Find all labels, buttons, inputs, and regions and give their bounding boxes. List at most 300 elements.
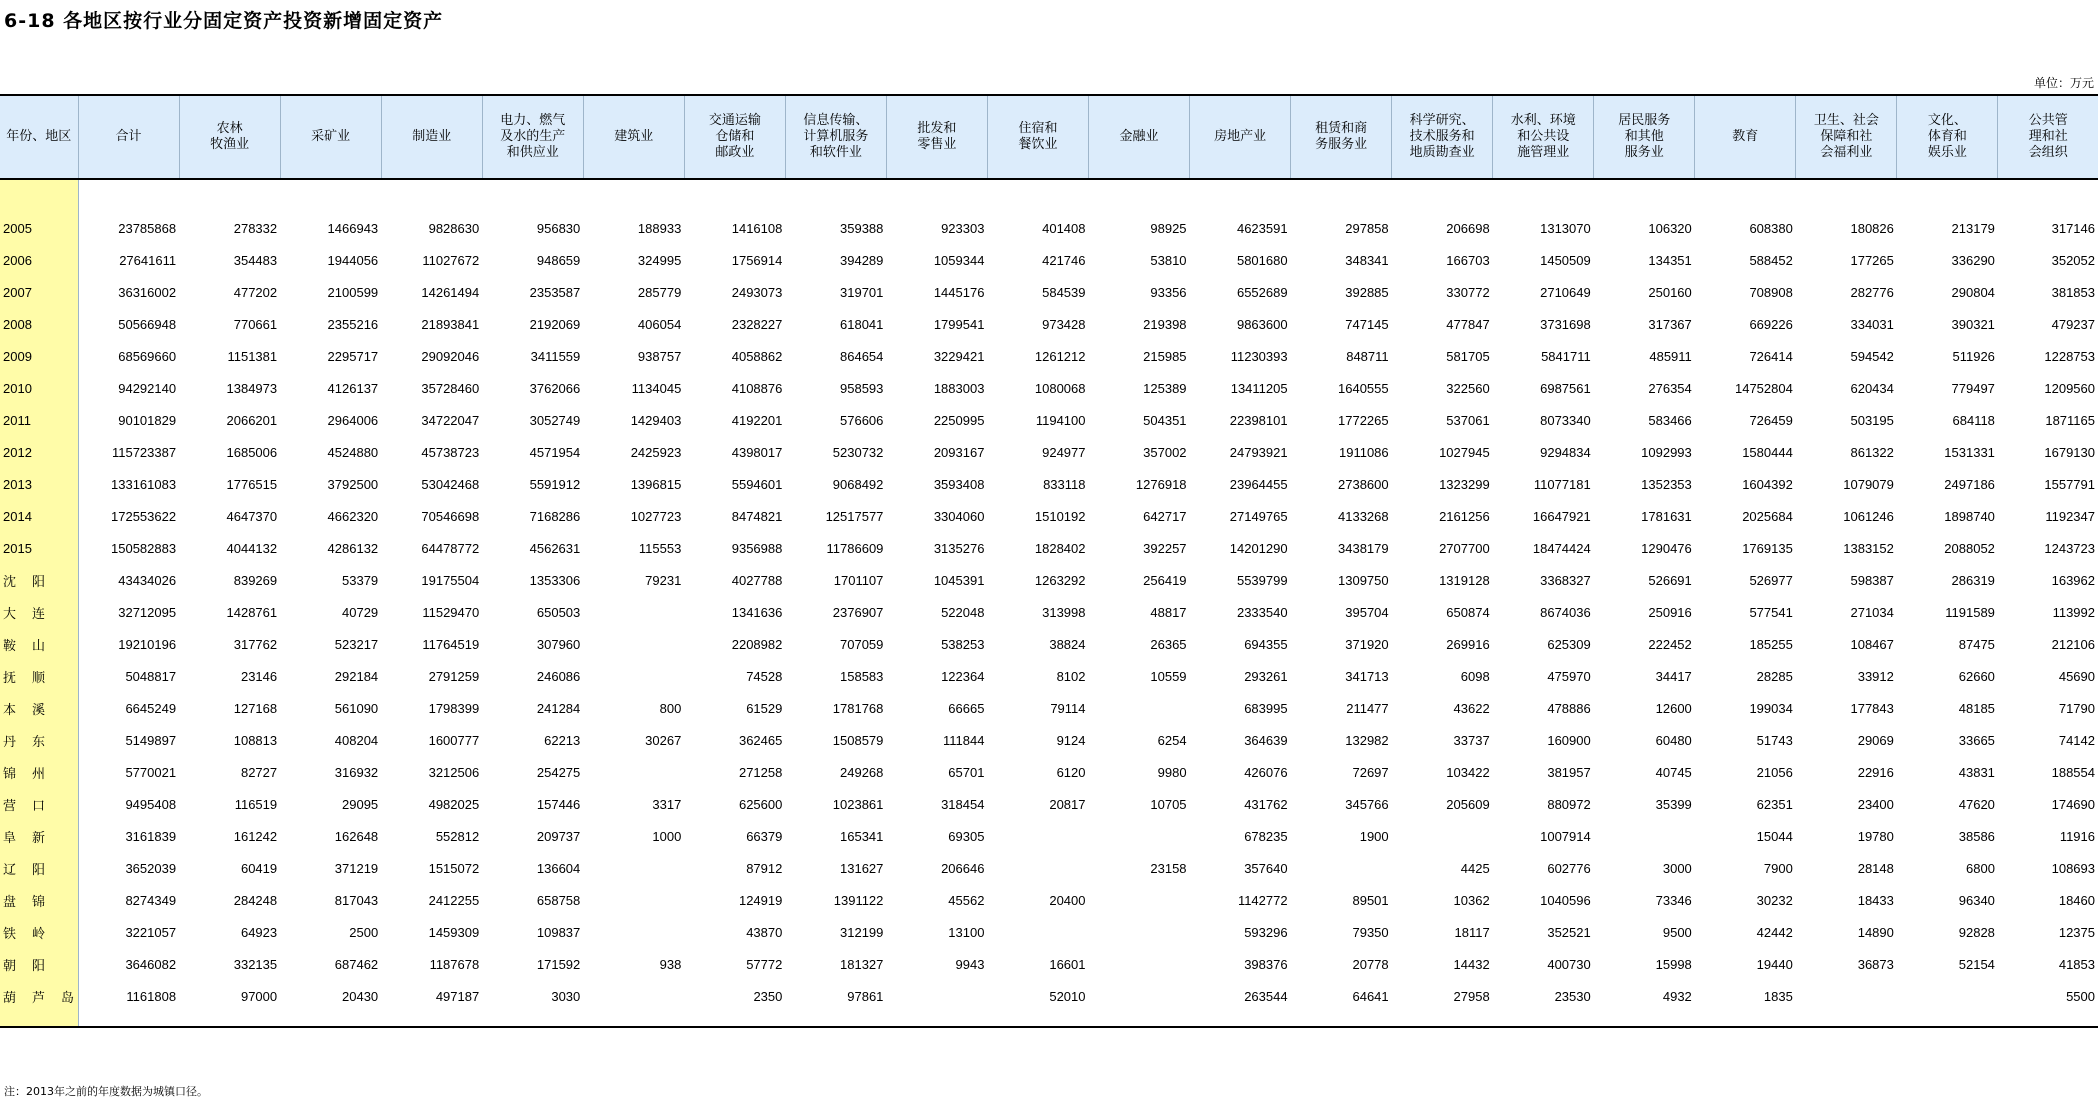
table-cell: 285779	[637, 284, 682, 300]
spacer-cell	[1897, 179, 1998, 212]
table-cell: 1079079	[1843, 476, 1894, 492]
table-row	[0, 340, 2098, 372]
spacer-cell	[583, 179, 684, 212]
table-cell: 1600777	[428, 732, 480, 748]
table-cell: 324995	[637, 252, 682, 268]
table-cell: 618041	[840, 316, 884, 332]
table-cell: 18460	[2058, 892, 2095, 908]
table-cell: 41853	[2058, 956, 2095, 972]
table-cell: 312199	[840, 924, 884, 940]
spacer-cell	[0, 179, 78, 212]
table-cell	[583, 916, 684, 948]
table-cell: 394289	[840, 252, 884, 268]
table-cell: 398376	[1244, 956, 1288, 972]
table-cell: 98925	[1150, 220, 1187, 236]
table-row	[0, 916, 2098, 948]
row-label: 丹东	[0, 724, 78, 756]
table-cell: 317367	[1648, 316, 1692, 332]
table-cell: 60419	[240, 860, 278, 876]
table-cell: 2208982	[731, 636, 783, 652]
table-cell: 1263292	[1034, 572, 1086, 588]
table-cell: 1679130	[2044, 444, 2095, 460]
table-cell: 3762066	[529, 380, 581, 396]
spacer-cell	[179, 179, 280, 212]
table-cell: 707059	[840, 636, 884, 652]
table-cell: 2493073	[731, 284, 783, 300]
table-cell	[1796, 980, 1897, 1012]
column-header-region: 年份、地区	[0, 95, 78, 179]
row-label: 2015	[0, 532, 78, 564]
table-cell: 770661	[233, 316, 278, 332]
table-cell: 122364	[941, 668, 985, 684]
table-cell: 381853	[2051, 284, 2095, 300]
table-cell	[583, 884, 684, 916]
table-row	[0, 788, 2098, 820]
table-cell: 12375	[2058, 924, 2095, 940]
table-cell: 561090	[334, 700, 379, 716]
table-body	[0, 179, 2098, 1027]
row-label: 阜新	[0, 820, 78, 852]
table-cell: 38586	[1958, 828, 1995, 844]
table-cell: 923303	[941, 220, 985, 236]
column-header: 教育	[1695, 95, 1796, 179]
table-cell: 1061246	[1843, 508, 1894, 524]
table-cell: 401408	[1042, 220, 1086, 236]
table-cell: 598387	[1850, 572, 1894, 588]
table-cell: 3221057	[125, 924, 177, 940]
table-cell: 71790	[2058, 700, 2095, 716]
table-cell: 36873	[1857, 956, 1894, 972]
table-row	[0, 372, 2098, 404]
table-cell: 27958	[1453, 988, 1490, 1004]
row-label: 2012	[0, 436, 78, 468]
table-cell: 1510192	[1034, 508, 1086, 524]
column-header: 卫生、社会 保障和社 会福利业	[1796, 95, 1897, 179]
table-cell: 293261	[1244, 668, 1288, 684]
table-cell	[886, 980, 987, 1012]
table-cell: 5230732	[832, 444, 884, 460]
spacer-row	[0, 179, 2098, 212]
table-cell: 4133268	[1338, 508, 1389, 524]
table-cell: 956830	[536, 220, 581, 236]
table-cell: 290804	[1951, 284, 1995, 300]
table-cell	[987, 820, 1088, 852]
table-cell: 669226	[1749, 316, 1793, 332]
table-cell	[583, 852, 684, 884]
spacer-cell	[684, 179, 785, 212]
table-cell: 421746	[1042, 252, 1086, 268]
table-cell: 19175504	[421, 572, 480, 588]
table-cell: 9495408	[125, 796, 177, 812]
table-cell: 478886	[1547, 700, 1591, 716]
table-cell	[1089, 692, 1190, 724]
table-cell: 249268	[840, 764, 884, 780]
table-cell: 52154	[1958, 956, 1995, 972]
row-label: 锦州	[0, 756, 78, 788]
table-cell: 3052749	[529, 412, 581, 428]
table-cell: 4044132	[226, 540, 278, 556]
spacer-cell	[785, 179, 886, 212]
table-cell: 526691	[1648, 572, 1692, 588]
table-cell: 6552689	[1236, 284, 1288, 300]
table-cell: 2088052	[1944, 540, 1995, 556]
table-cell: 256419	[1143, 572, 1187, 588]
table-cell: 30232	[1756, 892, 1793, 908]
table-cell: 19780	[1857, 828, 1894, 844]
table-cell: 650503	[536, 604, 581, 620]
table-cell: 1045391	[933, 572, 985, 588]
table-cell: 800	[659, 700, 682, 716]
table-cell: 33737	[1453, 732, 1490, 748]
unit-label: 单位：万元	[2033, 76, 2094, 90]
table-cell: 286319	[1951, 572, 1995, 588]
spacer-cell	[1998, 179, 2098, 212]
table-cell: 8274349	[125, 892, 177, 908]
table-cell: 6987561	[1540, 380, 1591, 396]
table-cell: 1756914	[731, 252, 783, 268]
table-cell: 43434026	[118, 572, 177, 588]
table-cell: 678235	[1244, 828, 1288, 844]
table-cell: 522048	[941, 604, 985, 620]
table-cell: 395704	[1345, 604, 1389, 620]
spacer-cell	[886, 179, 987, 212]
table-cell: 8102	[1056, 668, 1086, 684]
table-cell: 60480	[1655, 732, 1692, 748]
table-cell: 400730	[1547, 956, 1591, 972]
row-label: 鞍山	[0, 628, 78, 660]
table-cell: 20817	[1049, 796, 1086, 812]
table-cell: 1835	[1763, 988, 1793, 1004]
table-cell: 28148	[1857, 860, 1894, 876]
table-cell: 3030	[551, 988, 581, 1004]
table-cell: 2964006	[327, 412, 379, 428]
table-cell: 1290476	[1641, 540, 1692, 556]
spacer-cell	[280, 179, 381, 212]
table-cell: 32712095	[118, 604, 177, 620]
table-cell: 205609	[1446, 796, 1490, 812]
table-cell: 1040596	[1540, 892, 1591, 908]
table-cell: 22398101	[1229, 412, 1288, 428]
table-cell: 2350	[753, 988, 783, 1004]
table-cell: 1059344	[933, 252, 985, 268]
table-cell: 43870	[746, 924, 783, 940]
row-label: 2006	[0, 244, 78, 276]
spacer-cell	[886, 1012, 987, 1027]
table-cell: 552812	[435, 828, 480, 844]
table-cell: 620434	[1850, 380, 1894, 396]
table-row	[0, 980, 2098, 1012]
row-label: 2010	[0, 372, 78, 404]
table-cell: 28285	[1756, 668, 1793, 684]
table-cell: 2707700	[1439, 540, 1490, 556]
table-cell: 131627	[840, 860, 884, 876]
table-cell: 708908	[1749, 284, 1793, 300]
spacer-row	[0, 1012, 2098, 1027]
table-cell: 1557791	[2044, 476, 2095, 492]
table-cell: 174690	[2051, 796, 2095, 812]
table-cell: 9863600	[1236, 316, 1288, 332]
column-header: 居民服务 和其他 服务业	[1594, 95, 1695, 179]
table-cell: 594542	[1850, 348, 1894, 364]
table-cell: 1027723	[630, 508, 682, 524]
spacer-cell	[1392, 1012, 1493, 1027]
table-cell: 684118	[1952, 412, 1995, 428]
table-cell: 11027672	[422, 252, 480, 268]
table-cell: 5770021	[125, 764, 177, 780]
table-row	[0, 884, 2098, 916]
table-cell: 53042468	[421, 476, 480, 492]
table-cell: 4058862	[731, 348, 783, 364]
table-cell: 133161083	[111, 476, 177, 492]
page-title: 6-18 各地区按行业分固定资产投资新增固定资产	[4, 10, 444, 32]
spacer-cell	[179, 1012, 280, 1027]
column-header: 采矿业	[280, 95, 381, 179]
table-cell: 3000	[1662, 860, 1692, 876]
table-cell	[1594, 820, 1695, 852]
table-cell: 2710649	[1540, 284, 1591, 300]
table-cell: 1323299	[1439, 476, 1490, 492]
column-header: 制造业	[381, 95, 482, 179]
table-cell: 111844	[943, 732, 985, 748]
table-cell: 1772265	[1338, 412, 1389, 428]
table-cell: 426076	[1244, 764, 1288, 780]
data-table	[0, 94, 2098, 1028]
table-cell: 14890	[1857, 924, 1894, 940]
table-cell: 1194100	[1035, 412, 1086, 428]
table-cell: 20430	[342, 988, 379, 1004]
table-cell: 593296	[1244, 924, 1288, 940]
table-cell: 166703	[1446, 252, 1490, 268]
table-cell: 390321	[1951, 316, 1995, 332]
table-cell: 43831	[1958, 764, 1995, 780]
table-cell: 726459	[1749, 412, 1793, 428]
spacer-cell	[1190, 179, 1291, 212]
table-cell: 6800	[1966, 860, 1995, 876]
table-cell: 348341	[1345, 252, 1389, 268]
table-cell: 34417	[1655, 668, 1692, 684]
table-cell: 8674036	[1540, 604, 1591, 620]
table-cell: 5149897	[125, 732, 177, 748]
table-cell: 29069	[1857, 732, 1894, 748]
column-header: 农林 牧渔业	[179, 95, 280, 179]
row-label: 2013	[0, 468, 78, 500]
table-cell: 357640	[1244, 860, 1288, 876]
table-cell: 160900	[1547, 732, 1591, 748]
table-cell: 948659	[536, 252, 581, 268]
table-cell	[1089, 948, 1190, 980]
table-cell: 14261494	[421, 284, 480, 300]
table-cell: 839269	[233, 572, 278, 588]
table-cell: 381957	[1547, 764, 1591, 780]
table-row	[0, 212, 2098, 244]
table-cell: 21893841	[421, 316, 480, 332]
table-cell: 26365	[1150, 636, 1187, 652]
table-row	[0, 852, 2098, 884]
table-cell: 16647921	[1532, 508, 1591, 524]
table-cell: 53810	[1150, 252, 1187, 268]
column-header: 科学研究、 技术服务和 地质勘查业	[1392, 95, 1493, 179]
table-cell: 4524880	[327, 444, 379, 460]
table-cell: 29095	[342, 796, 379, 812]
table-cell: 6120	[1056, 764, 1086, 780]
table-cell: 11529470	[422, 604, 480, 620]
table-cell: 3161839	[125, 828, 177, 844]
table-cell: 284248	[233, 892, 278, 908]
table-row	[0, 820, 2098, 852]
table-row	[0, 948, 2098, 980]
table-cell: 3593408	[933, 476, 985, 492]
spacer-cell	[583, 1012, 684, 1027]
table-cell: 181327	[840, 956, 884, 972]
spacer-cell	[1089, 179, 1190, 212]
table-cell: 108813	[233, 732, 278, 748]
table-cell: 1027945	[1439, 444, 1490, 460]
table-cell: 10559	[1150, 668, 1187, 684]
table-cell: 21056	[1756, 764, 1793, 780]
table-cell: 12517577	[825, 508, 884, 524]
table-cell: 24793921	[1229, 444, 1288, 460]
table-cell: 1798399	[428, 700, 480, 716]
table-cell: 34722047	[421, 412, 480, 428]
table-cell: 271034	[1850, 604, 1894, 620]
table-cell: 2192069	[529, 316, 581, 332]
column-header: 房地产业	[1190, 95, 1291, 179]
table-cell: 211477	[1346, 700, 1389, 716]
row-label: 营口	[0, 788, 78, 820]
table-cell: 1191589	[1945, 604, 1995, 620]
column-header: 租赁和商 务服务业	[1291, 95, 1392, 179]
table-cell: 282776	[1850, 284, 1894, 300]
table-cell: 1134045	[631, 380, 682, 396]
table-cell: 278332	[233, 220, 278, 236]
table-cell: 18433	[1857, 892, 1894, 908]
row-label: 2007	[0, 276, 78, 308]
spacer-cell	[1392, 179, 1493, 212]
table-cell: 4562631	[529, 540, 581, 556]
table-cell: 162648	[334, 828, 379, 844]
table-cell: 2066201	[226, 412, 278, 428]
table-cell: 2353587	[529, 284, 581, 300]
table-cell: 3731698	[1540, 316, 1591, 332]
table-cell: 177265	[1850, 252, 1894, 268]
table-cell: 1911086	[1338, 444, 1389, 460]
spacer-cell	[1493, 179, 1594, 212]
table-cell: 577541	[1749, 604, 1793, 620]
table-cell: 35399	[1655, 796, 1692, 812]
table-cell: 66665	[948, 700, 985, 716]
table-cell: 357002	[1143, 444, 1187, 460]
column-header: 金融业	[1089, 95, 1190, 179]
table-cell: 48185	[1958, 700, 1995, 716]
table-cell: 1428761	[226, 604, 278, 620]
table-cell: 19210196	[118, 636, 177, 652]
table-cell: 11077181	[1533, 476, 1591, 492]
table-cell: 1080068	[1034, 380, 1086, 396]
column-header: 住宿和 餐饮业	[987, 95, 1088, 179]
table-cell: 973428	[1042, 316, 1086, 332]
table-cell: 70546698	[421, 508, 480, 524]
table-cell: 219398	[1143, 316, 1187, 332]
table-cell: 642717	[1143, 508, 1187, 524]
table-cell: 1209560	[2044, 380, 2095, 396]
spacer-cell	[0, 1012, 78, 1027]
table-cell: 3304060	[933, 508, 985, 524]
table-cell: 2738600	[1338, 476, 1389, 492]
table-cell: 115723387	[111, 444, 177, 460]
table-cell: 1508579	[832, 732, 884, 748]
table-cell: 1871165	[2045, 412, 2095, 428]
table-cell: 683995	[1244, 700, 1288, 716]
table-row	[0, 276, 2098, 308]
table-cell: 241284	[536, 700, 581, 716]
table-cell: 864654	[840, 348, 884, 364]
table-cell: 45690	[2058, 668, 2095, 684]
spacer-cell	[987, 1012, 1088, 1027]
table-cell: 134351	[1648, 252, 1692, 268]
table-cell: 15044	[1756, 828, 1793, 844]
table-cell: 625600	[738, 796, 783, 812]
table-cell: 625309	[1547, 636, 1591, 652]
table-cell: 11230393	[1230, 348, 1288, 364]
table-cell: 4425	[1460, 860, 1490, 876]
table-cell: 1429403	[630, 412, 682, 428]
table-row	[0, 724, 2098, 756]
table-cell: 1531331	[1944, 444, 1995, 460]
column-header: 水利、环境 和公共设 施管理业	[1493, 95, 1594, 179]
spacer-cell	[1291, 1012, 1392, 1027]
table-cell: 1276918	[1135, 476, 1187, 492]
spacer-cell	[1796, 179, 1897, 212]
table-cell: 1151381	[227, 348, 278, 364]
table-cell: 11786609	[826, 540, 884, 556]
table-cell: 4982025	[428, 796, 480, 812]
table-cell: 779497	[1951, 380, 1995, 396]
spacer-cell	[1998, 1012, 2098, 1027]
table-cell: 269916	[1446, 636, 1490, 652]
table-header-row	[0, 95, 2098, 179]
table-cell: 27149765	[1229, 508, 1288, 524]
table-cell: 3135276	[933, 540, 985, 556]
table-cell: 503195	[1850, 412, 1894, 428]
table-cell: 172553622	[111, 508, 177, 524]
table-cell: 15998	[1655, 956, 1692, 972]
table-cell: 79350	[1352, 924, 1389, 940]
table-cell: 588452	[1749, 252, 1793, 268]
table-cell: 2093167	[933, 444, 985, 460]
table-cell: 1142772	[1237, 892, 1288, 908]
row-label: 2009	[0, 340, 78, 372]
spacer-cell	[684, 1012, 785, 1027]
row-label: 朝阳	[0, 948, 78, 980]
column-header: 信息传输、 计算机服务 和软件业	[785, 95, 886, 179]
table-cell: 8474821	[731, 508, 783, 524]
table-cell: 113992	[2052, 604, 2095, 620]
table-cell: 1092993	[1641, 444, 1692, 460]
table-cell: 583466	[1648, 412, 1692, 428]
table-cell: 213179	[1951, 220, 1995, 236]
column-header: 建筑业	[583, 95, 684, 179]
table-cell: 30267	[645, 732, 682, 748]
table-cell: 747145	[1345, 316, 1389, 332]
table-cell: 27641611	[119, 252, 177, 268]
table-cell: 4662320	[327, 508, 379, 524]
table-cell: 371920	[1345, 636, 1389, 652]
table-cell: 9943	[955, 956, 985, 972]
table-cell: 362465	[738, 732, 783, 748]
table-cell: 523217	[334, 636, 379, 652]
table-cell: 22916	[1857, 764, 1894, 780]
table-cell: 64641	[1352, 988, 1389, 1004]
